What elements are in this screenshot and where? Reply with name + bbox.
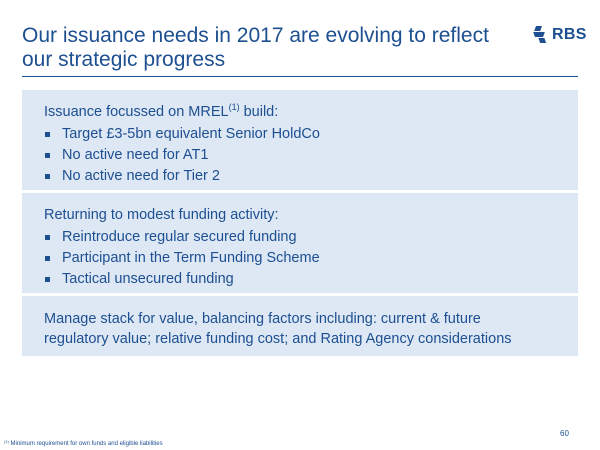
panel-heading: Returning to modest funding activity:	[44, 207, 279, 223]
bullet-list	[44, 124, 578, 187]
page-title: Our issuance needs in 2017 are evolving to reflect our strategic progress	[22, 24, 489, 71]
panel-issuance	[22, 90, 578, 190]
list-item: No active need for Tier 2	[44, 166, 578, 187]
list-item: Tactical unsecured funding	[44, 269, 578, 290]
footnote-marker: (1)	[228, 102, 240, 112]
logo-text: RBS	[552, 26, 587, 43]
rbs-daisy-wheel-icon	[529, 26, 549, 44]
title-divider	[22, 76, 578, 77]
panel-stack	[22, 296, 578, 356]
panel-text: Manage stack for value, balancing factors including: current & future regulatory value; relative funding cost; and Rating Agency considerations	[44, 311, 512, 347]
rbs-logo	[529, 26, 587, 44]
panel-funding	[22, 193, 578, 293]
list-item: No active need for AT1	[44, 145, 578, 166]
list-item: Participant in the Term Funding Scheme	[44, 248, 578, 269]
panel-heading: Issuance focussed on MREL$^{(1)}$ build:	[44, 102, 279, 120]
list-item: Target £3-5bn equivalent Senior HoldCo	[44, 124, 578, 145]
page-number: 60	[560, 429, 569, 438]
footnote: $^{(1)}$ Minimum requirement for own funds and eligible liabilities	[4, 439, 163, 447]
bullet-list	[44, 227, 578, 290]
list-item: Reintroduce regular secured funding	[44, 227, 578, 248]
